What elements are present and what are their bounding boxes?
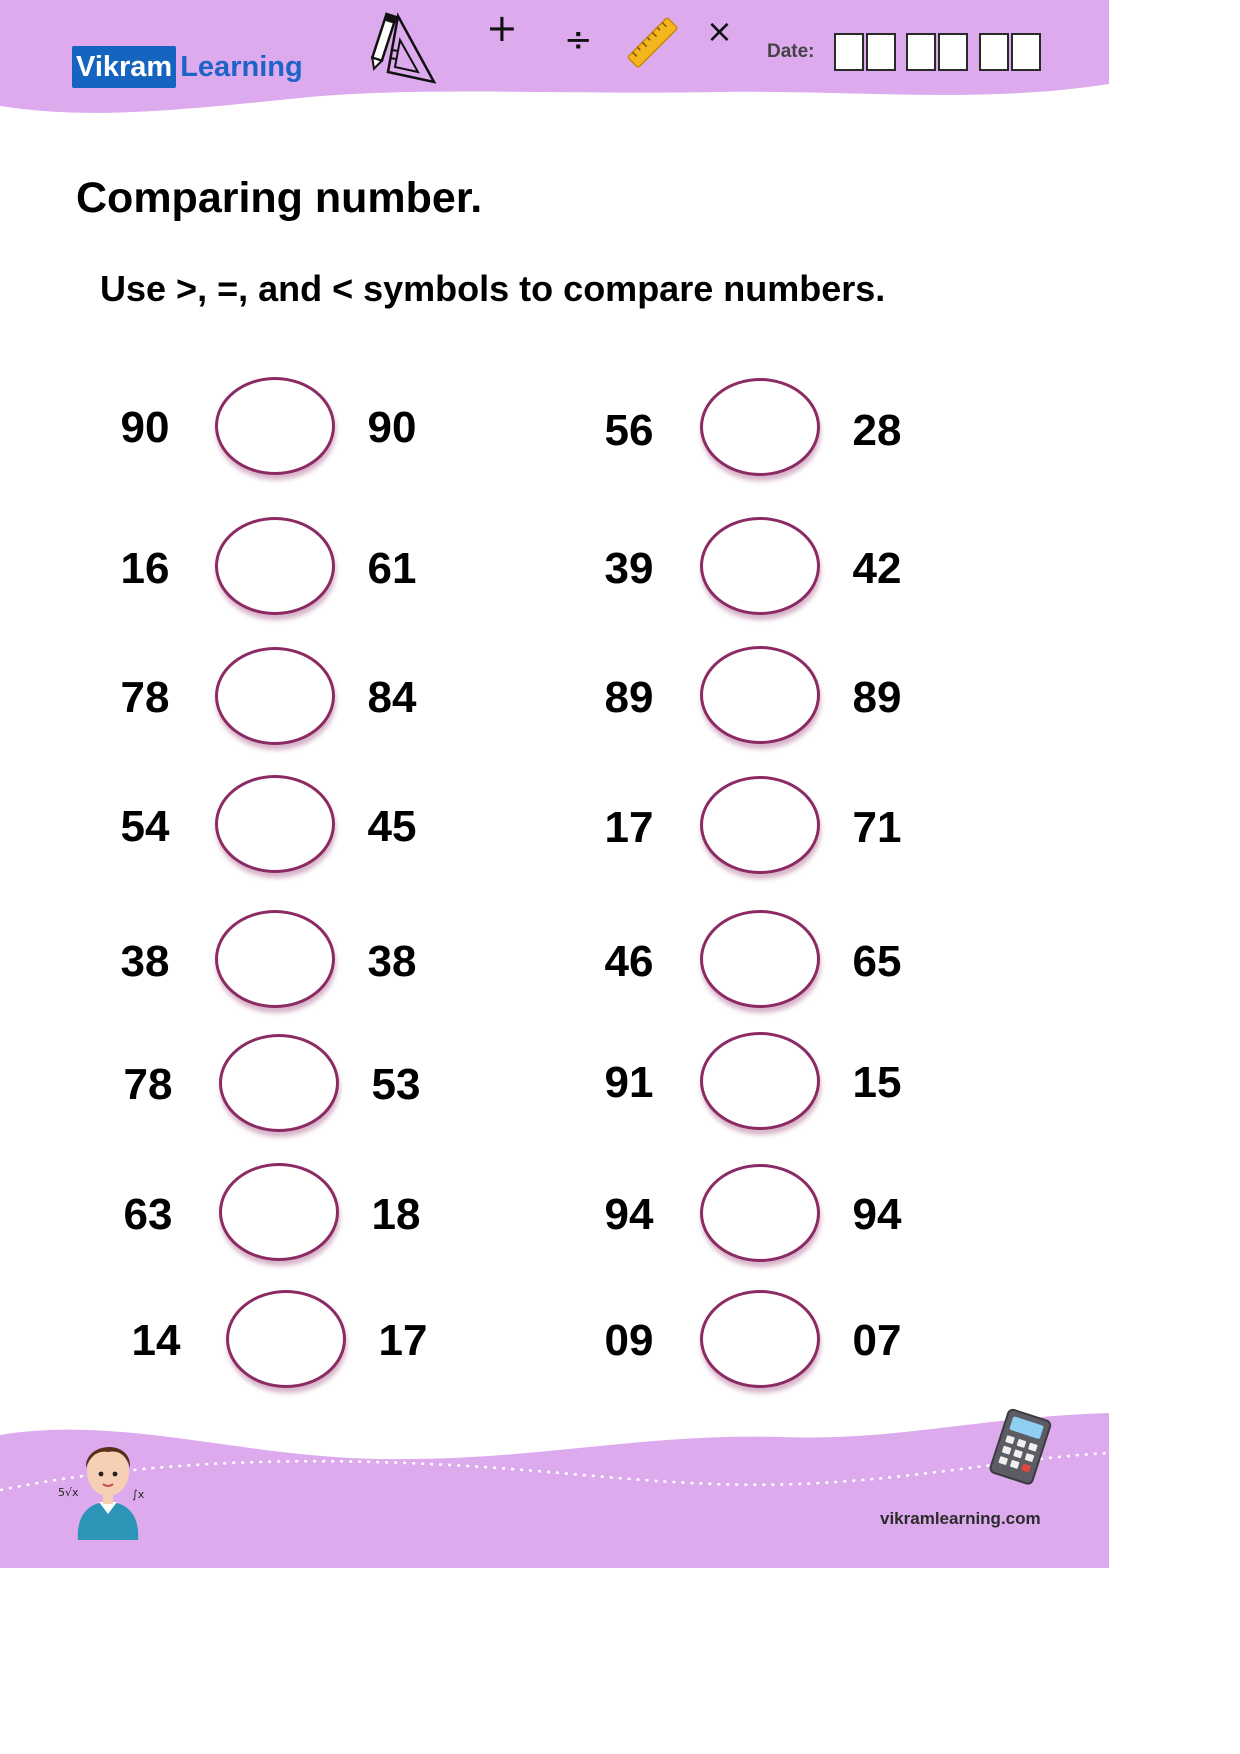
right-number-a: 17 — [604, 803, 654, 852]
right-number-a: 46 — [604, 937, 654, 986]
right-number-b: 71 — [852, 803, 902, 852]
plus-icon: + — [486, 6, 518, 50]
logo-learning: Learning — [180, 50, 303, 83]
ruler-icon — [624, 12, 682, 74]
right-number-a: 89 — [604, 673, 654, 722]
page-title: Comparing number. — [76, 174, 483, 222]
pencil-set-square-icon — [368, 10, 440, 86]
right-number-b: 89 — [852, 673, 902, 722]
left-number-a: 54 — [120, 802, 170, 851]
right-number-b: 07 — [852, 1316, 902, 1365]
calculator-icon — [986, 1408, 1056, 1488]
answer-oval[interactable] — [700, 1164, 820, 1262]
right-number-a: 94 — [604, 1190, 654, 1239]
date-box-year-1[interactable] — [979, 33, 1009, 71]
divide-icon: ÷ — [564, 20, 593, 60]
right-number-a: 56 — [604, 406, 654, 455]
answer-oval[interactable] — [700, 1290, 820, 1388]
answer-oval[interactable] — [215, 377, 335, 475]
answer-oval[interactable] — [215, 647, 335, 745]
left-number-a: 38 — [120, 937, 170, 986]
left-number-a: 63 — [123, 1190, 173, 1239]
right-number-a: 91 — [604, 1058, 654, 1107]
left-number-a: 90 — [120, 403, 170, 452]
right-number-b: 42 — [852, 544, 902, 593]
date-box-month-1[interactable] — [906, 33, 936, 71]
times-icon: × — [706, 12, 733, 50]
answer-oval[interactable] — [226, 1290, 346, 1388]
answer-oval[interactable] — [219, 1163, 339, 1261]
left-number-b: 45 — [367, 802, 417, 851]
logo-vikram: Vikram — [72, 46, 176, 88]
answer-oval[interactable] — [219, 1034, 339, 1132]
right-number-b: 94 — [852, 1190, 902, 1239]
date-box-year-2[interactable] — [1011, 33, 1041, 71]
answer-oval[interactable] — [700, 1032, 820, 1130]
right-number-b: 28 — [852, 406, 902, 455]
left-number-b: 38 — [367, 937, 417, 986]
instruction-text: Use >, =, and < symbols to compare numbers. — [100, 268, 886, 309]
svg-text:∫x: ∫x — [132, 1488, 145, 1501]
left-number-a: 14 — [131, 1316, 181, 1365]
boy-illustration-icon — [56, 1430, 156, 1540]
left-number-b: 53 — [371, 1060, 421, 1109]
answer-oval[interactable] — [700, 776, 820, 874]
right-number-a: 39 — [604, 544, 654, 593]
answer-oval[interactable] — [700, 910, 820, 1008]
footer-band — [0, 1395, 1109, 1568]
left-number-b: 90 — [367, 403, 417, 452]
left-number-a: 78 — [120, 673, 170, 722]
left-number-b: 17 — [378, 1316, 428, 1365]
right-number-b: 65 — [852, 937, 902, 986]
answer-oval[interactable] — [215, 910, 335, 1008]
left-number-a: 16 — [120, 544, 170, 593]
svg-text:5√x: 5√x — [58, 1486, 79, 1499]
date-label: Date: — [767, 41, 815, 62]
date-box-month-2[interactable] — [938, 33, 968, 71]
answer-oval[interactable] — [700, 378, 820, 476]
left-number-b: 61 — [367, 544, 417, 593]
answer-oval[interactable] — [215, 517, 335, 615]
left-number-b: 84 — [367, 673, 417, 722]
website-url: vikramlearning.com — [880, 1509, 1041, 1528]
answer-oval[interactable] — [700, 646, 820, 744]
date-box-day-2[interactable] — [866, 33, 896, 71]
answer-oval[interactable] — [215, 775, 335, 873]
right-number-a: 09 — [604, 1316, 654, 1365]
left-number-a: 78 — [123, 1060, 173, 1109]
logo — [72, 46, 303, 88]
right-number-b: 15 — [852, 1058, 902, 1107]
date-box-day-1[interactable] — [834, 33, 864, 71]
left-number-b: 18 — [371, 1190, 421, 1239]
answer-oval[interactable] — [700, 517, 820, 615]
